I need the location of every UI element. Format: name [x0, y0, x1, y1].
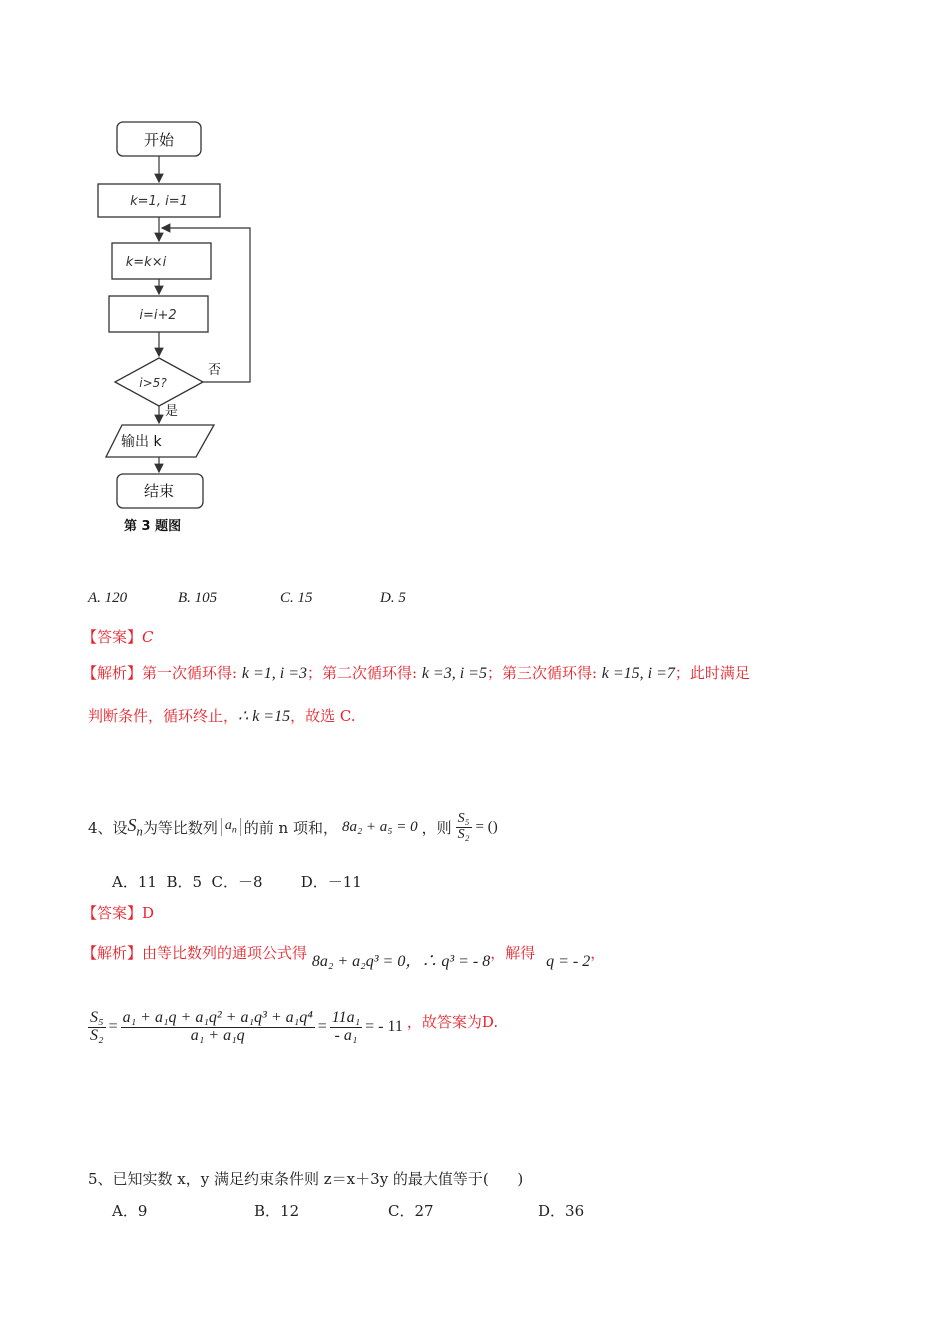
q3-choose-text: ，故选 C.	[290, 707, 356, 725]
q3-loop2-text: ；第二次循环得:	[306, 664, 422, 682]
q4-text3: ，则	[421, 818, 452, 837]
flow-step1-text: k=k×i	[125, 255, 167, 270]
q4-question	[88, 812, 498, 842]
q3-option-c: C. 15	[280, 590, 313, 606]
q4-analysis-label: 【解析】	[82, 944, 143, 962]
q4-options: A．11 B．5 C．－8 D．－11	[112, 873, 362, 891]
flow-output-text: 输出 k	[121, 434, 162, 450]
q4-text4: = ()	[475, 818, 498, 835]
flowchart	[90, 110, 290, 550]
q4-eq-result: = - 11	[365, 1018, 403, 1036]
flow-step2-text: i=i+2	[139, 308, 177, 323]
q4-analysis-line1	[82, 940, 606, 970]
q4-answer-label: 【答案】	[82, 904, 143, 922]
q4-eq-equals2: =	[317, 1018, 327, 1036]
flow-yes-label: 是	[165, 404, 179, 419]
q4-ratio-fraction: $\frac{\text{S₅}}{\text{S₂}}$	[457, 811, 470, 842]
q3-analysis-label: 【解析】	[82, 664, 143, 682]
q4-Sn: $S_n$	[127, 814, 143, 839]
q4-text1: 为等比数列	[142, 818, 218, 837]
q4-eq-lhs: $\frac{\text{S₅}}{\text{S₂}}$	[90, 1009, 104, 1044]
q5-option-d: D．36	[538, 1202, 585, 1220]
q5-option-a: A．9	[112, 1202, 148, 1220]
q4-big-equation	[88, 1010, 498, 1045]
q3-loop3-values: k =15, i =7	[601, 665, 675, 682]
q3-loop1-values: k =1, i =3	[241, 665, 307, 682]
q4-analysis-text1: 由等比数列的通项公式得	[142, 944, 308, 962]
q4-analysis-text3: ，	[590, 944, 606, 962]
q4-analysis-text2: ，解得	[490, 944, 536, 962]
q3-analysis-line1	[82, 662, 750, 683]
q4-an: $a_n$	[221, 818, 241, 835]
q3-loop3-text: ；第三次循环得:	[486, 664, 602, 682]
q4-analysis-eq1: 8a₂ + a₂q³ = 0	[311, 953, 406, 970]
q4-answer-value: D	[142, 904, 155, 922]
flow-caption: 第 3 题图	[124, 519, 182, 534]
q5-option-c: C．27	[388, 1202, 434, 1220]
q4-eq-right: $\frac{\text{11a₁}}{\text{- a₁}}$	[331, 1009, 361, 1044]
q3-option-a: A. 120	[88, 590, 128, 606]
q5-question: 5、已知实数 x，y 满足约束条件则 z＝x＋3y 的最大值等于( )	[88, 1170, 524, 1188]
q4-analysis-eq3: q = - 2	[546, 953, 591, 970]
q4-analysis-eq2: ，∴ q³ = - 8	[405, 953, 491, 970]
q3-option-b: B. 105	[178, 590, 218, 606]
flow-start-text: 开始	[143, 131, 175, 149]
q3-therefore-math: ∴ k =15	[238, 708, 291, 725]
q3-terminate-text: 判断条件，循环终止，	[88, 707, 239, 725]
flow-end-text: 结束	[143, 482, 175, 500]
q3-analysis-line2	[88, 705, 356, 726]
q4-number: 4、设	[88, 818, 128, 837]
flow-decision-text: i>5?	[139, 376, 167, 390]
flow-init-text: k=1, i=1	[130, 194, 188, 209]
q3-loop1-text: 第一次循环得:	[142, 664, 242, 682]
q4-eq-middle: $\frac{\text{a₁ + a₁q + a₁q² + a₁q³ + a₁q⁴}}{\text{a₁ + a₁q}}$	[122, 1009, 313, 1044]
q3-answer-value: C	[142, 628, 154, 646]
q5-option-b: B．12	[254, 1202, 300, 1220]
q4-eq-equals1: =	[108, 1018, 118, 1036]
q3-loop2-values: k =3, i =5	[421, 665, 487, 682]
q4-answer	[82, 902, 154, 923]
q3-option-d: D. 5	[380, 590, 406, 606]
q3-answer-label: 【答案】	[82, 628, 143, 646]
q4-conclusion: ，故答案为D.	[406, 1012, 499, 1031]
q3-answer	[82, 626, 154, 647]
flow-no-label: 否	[208, 363, 222, 378]
q4-condition: 8a₂ + a₅ = 0	[341, 818, 418, 835]
q3-satisfy-text: ；此时满足	[674, 664, 750, 682]
q4-text2: 的前 n 项和，	[243, 818, 338, 837]
